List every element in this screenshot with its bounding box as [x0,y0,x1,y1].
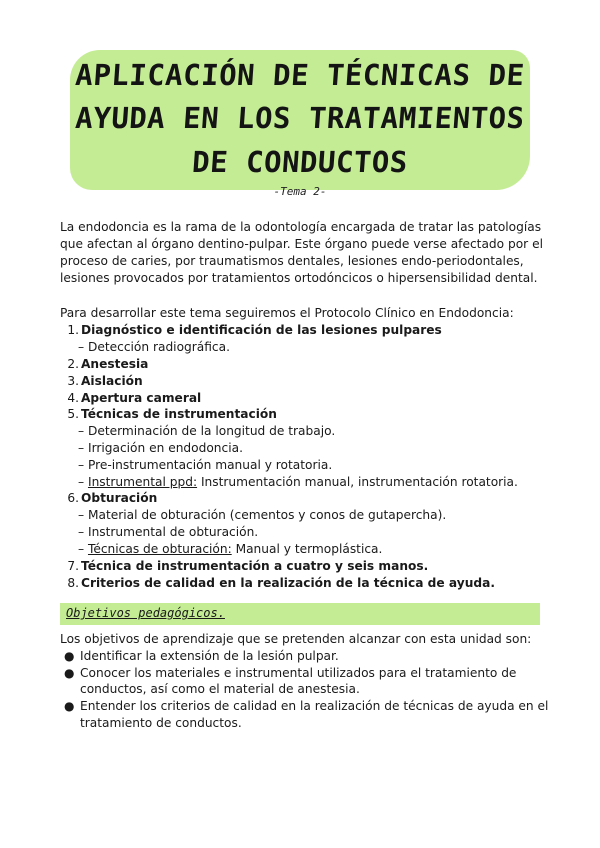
list-number: 4. [67,391,79,405]
list-number: 1. [67,323,79,337]
list-item: Apertura cameral [81,391,202,405]
list-item: Criterios de calidad en la realización de la técnica de ayuda. [81,576,495,590]
bullet-text: Identificar la extensión de la lesión pulpar. [80,649,339,663]
objectives-intro: Los objetivos de aprendizaje que se pretenden alcanzar con esta unidad son: [60,632,532,646]
bullet-icon: ● [64,699,75,713]
intro-line: proceso de caries, por traumatismos dentales, lesiones endo-periodontales, [60,254,524,268]
sub-item: – Técnicas de obturación: Manual y termoplástica. [78,542,383,556]
list-number: 3. [67,374,79,388]
list-number: 6. [67,491,79,505]
list-item: Diagnóstico e identificación de las lesiones pulpares [81,323,442,337]
bullet-text: Conocer los materiales e instrumental utilizados para el tratamiento de [80,666,517,680]
list-item: Técnica de instrumentación a cuatro y seis manos. [81,559,429,573]
sub-item: – Determinación de la longitud de trabajo. [78,424,336,438]
bullet-text: Entender los criterios de calidad en la realización de técnicas de ayuda en el [80,699,549,713]
section-title: Objetivos pedagógicos. [66,606,225,620]
bullet-icon: ● [64,666,75,680]
intro-line: La endodoncia es la rama de la odontología encargada de tratar las patologías [60,220,542,234]
bullet-text: tratamiento de conductos. [80,716,242,730]
sub-item: – Instrumental ppd: Instrumentación manual, instrumentación rotatoria. [78,475,518,489]
subtitle: -Tema 2- [273,185,327,198]
sub-item: – Detección radiográfica. [78,340,230,354]
list-number: 7. [67,559,79,573]
sub-item: – Pre-instrumentación manual y rotatoria. [78,458,333,472]
list-number: 2. [67,357,79,371]
intro-line: lesiones provocados por tratamientos ortodóncicos o hipersensibilidad dental. [60,271,538,285]
list-item: Anestesia [81,357,149,371]
list-item: Aislación [81,374,143,388]
intro-line: que afectan al órgano dentino-pulpar. Este órgano puede verse afectado por el [60,237,543,251]
list-number: 5. [67,407,79,421]
list-item: Obturación [81,491,158,505]
page-title-line-3: DE CONDUCTOS [191,145,409,179]
list-item: Técnicas de instrumentación [81,407,277,421]
page-title-line-2: AYUDA EN LOS TRATAMIENTOS [74,101,526,135]
bullet-icon: ● [64,649,75,663]
sub-item: – Irrigación en endodoncia. [78,441,243,455]
sub-item: – Material de obturación (cementos y conos de gutapercha). [78,508,447,522]
list-number: 8. [67,576,79,590]
sub-item: – Instrumental de obturación. [78,525,259,539]
protocol-intro: Para desarrollar este tema seguiremos el Protocolo Clínico en Endodoncia: [60,306,514,320]
page-title-line-1: APLICACIÓN DE TÉCNICAS DE [74,58,526,92]
bullet-text: conductos, así como el material de anestesia. [80,682,360,696]
